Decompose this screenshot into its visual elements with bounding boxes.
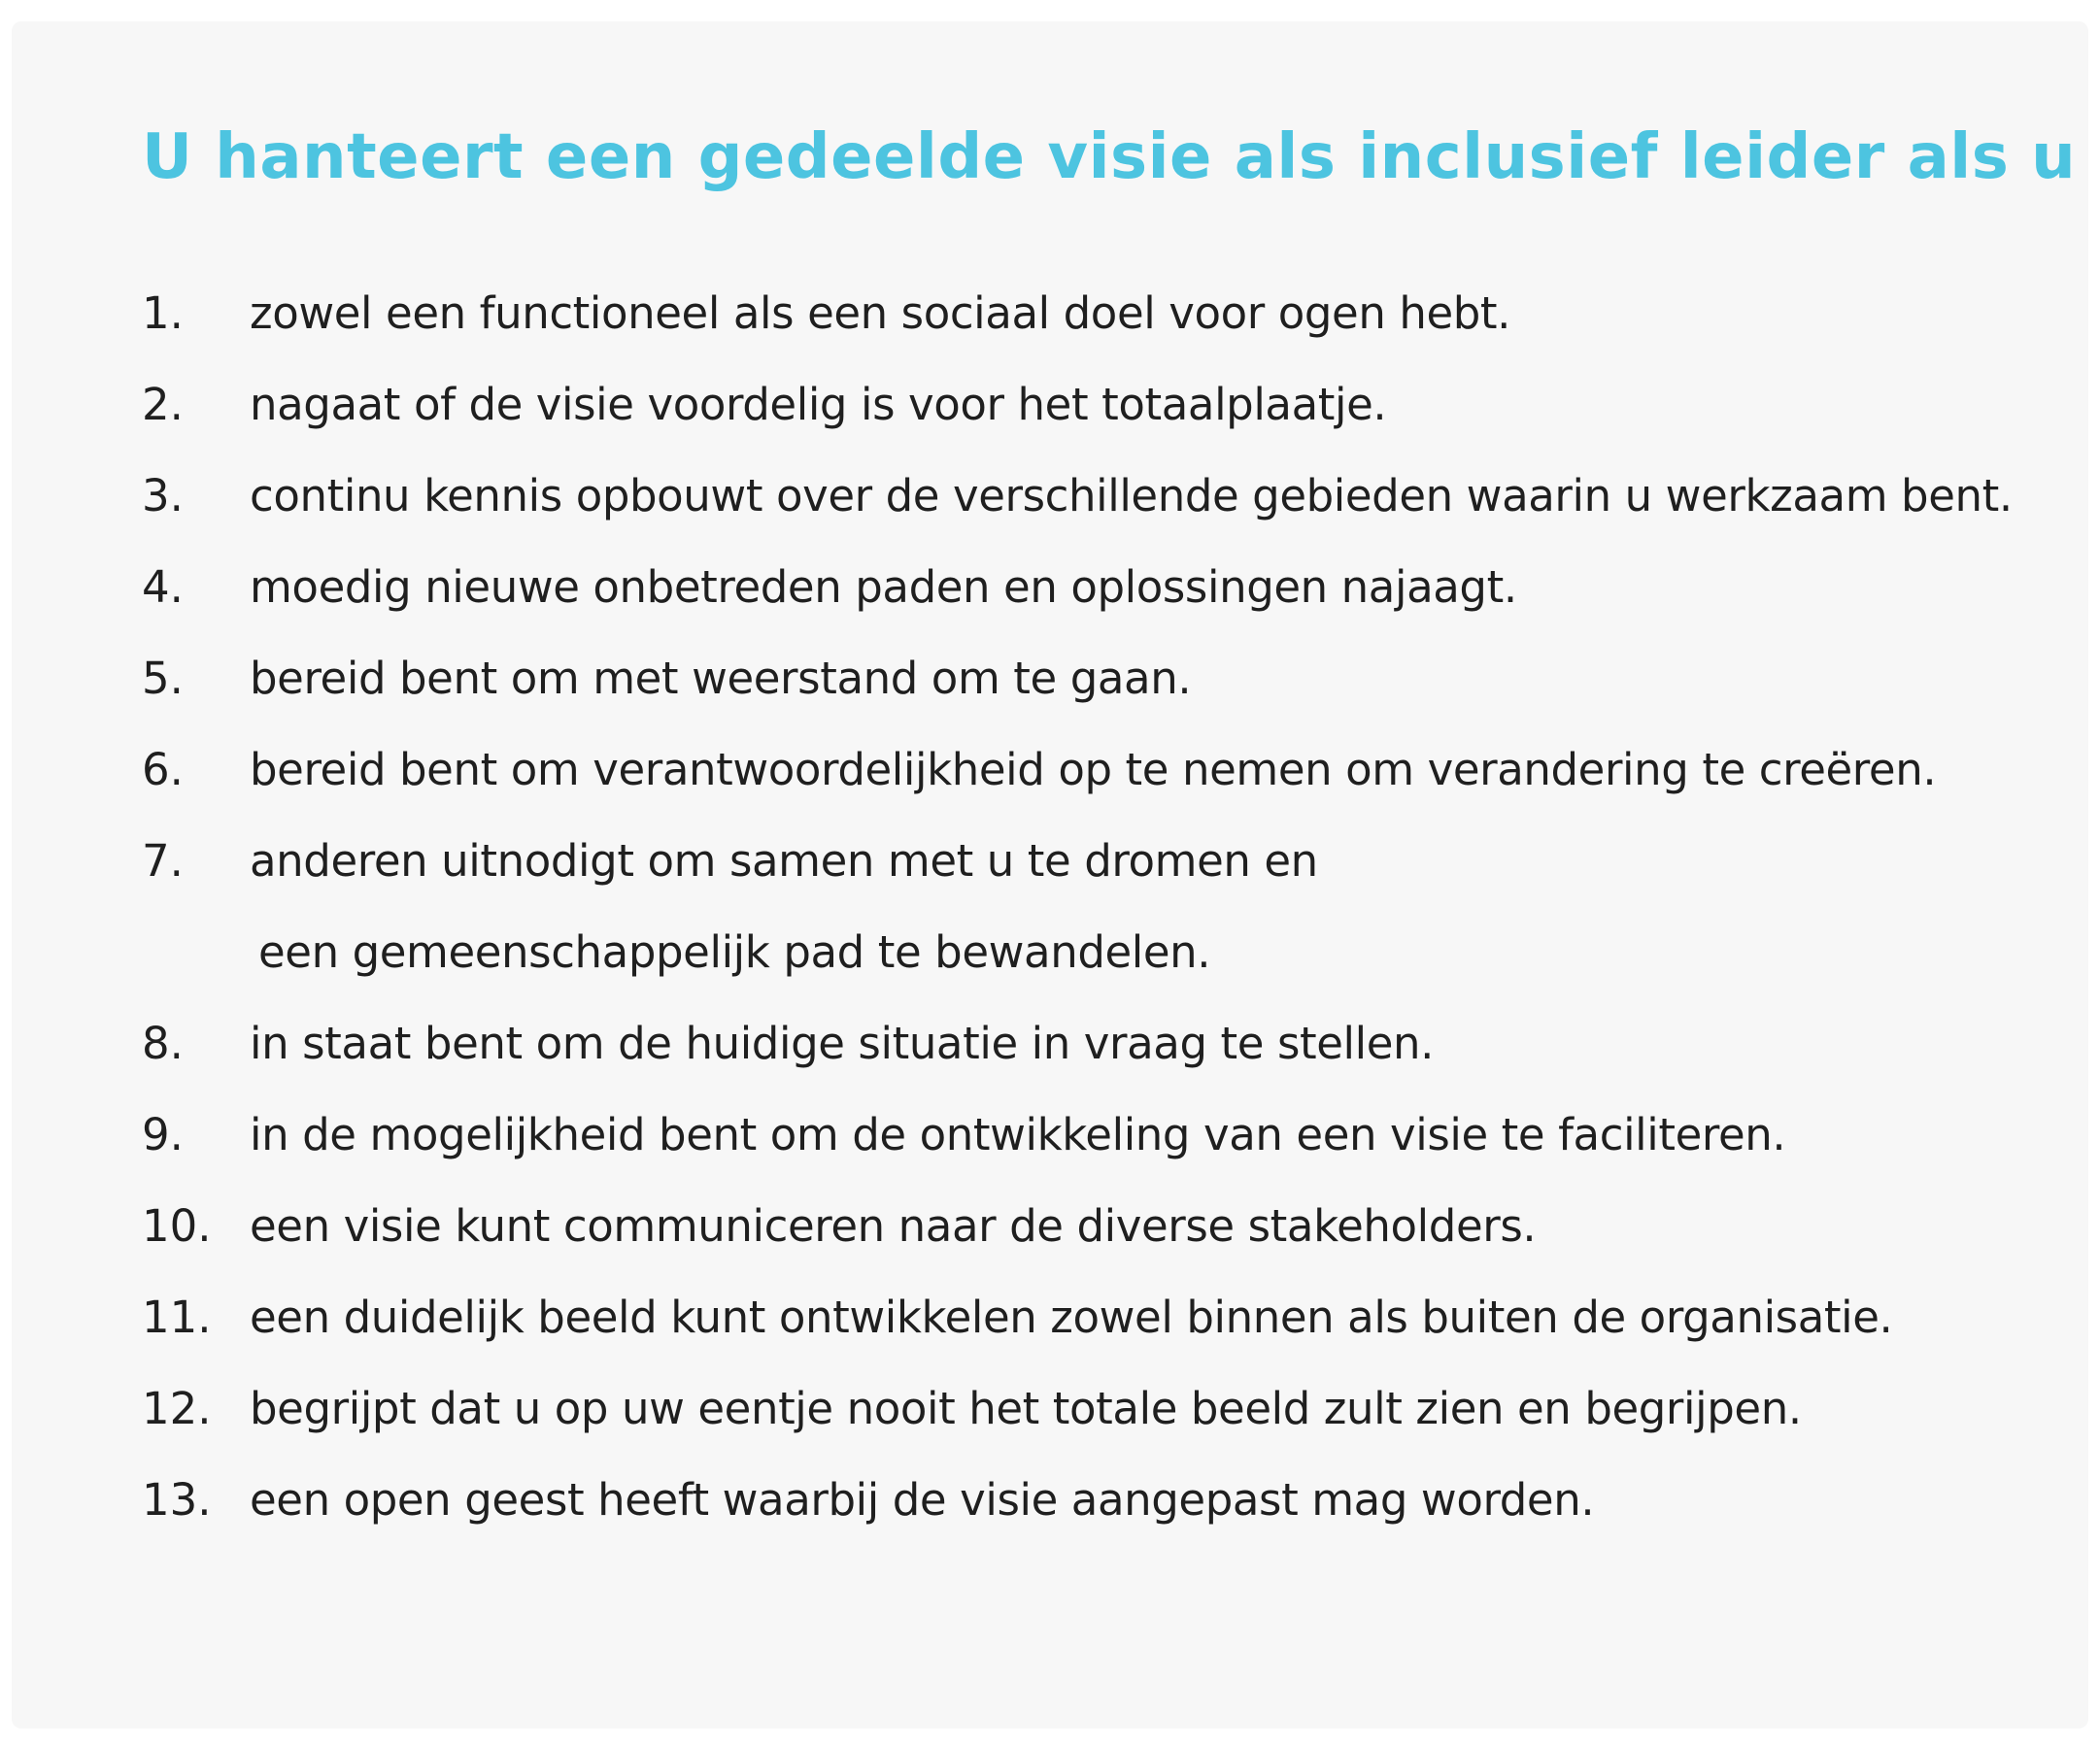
list-item-number: 2. [142,379,184,430]
list-item-text: moedig nieuwe onbetreden paden en oplossingen najaagt. [250,561,1517,613]
list-item [142,287,2013,379]
list-item-number: 3. [142,470,184,521]
list-item [142,1474,2013,1565]
content-card [12,21,2088,1729]
list-item-text: een duidelijk beeld kunt ontwikkelen zowel binnen als buiten de organisatie. [250,1292,1893,1343]
page-title: U hanteert een gedeelde visie als inclusief leider als u [142,121,2077,193]
list-item-number: 8. [142,1018,184,1069]
list-item [142,1383,2013,1474]
list-item [142,561,2013,653]
list-item [142,379,2013,470]
list-item-number: 13. [142,1474,212,1526]
list-item-number: 6. [142,744,184,795]
list-item [142,1109,2013,1200]
list-item-text: anderen uitnodigt om samen met u te dromen en [250,835,1318,887]
list-item-continuation [142,926,2013,1018]
list-item-text: in de mogelijkheid bent om de ontwikkeling van een visie te faciliteren. [250,1109,1786,1160]
list-item-text: bereid bent om verantwoordelijkheid op te nemen om verandering te creëren. [250,744,1937,795]
list-item-text: een visie kunt communiceren naar de diverse stakeholders. [250,1200,1537,1252]
list-item-number: 11. [142,1292,212,1343]
numbered-list [142,287,2013,1565]
list-item-number: 5. [142,653,184,704]
list-item-number: 9. [142,1109,184,1160]
list-item-number: 1. [142,287,184,339]
list-item-number: 10. [142,1200,212,1252]
list-item-text: bereid bent om met weerstand om te gaan. [250,653,1192,704]
list-item-text: nagaat of de visie voordelig is voor het totaalplaatje. [250,379,1387,430]
list-item-text: in staat bent om de huidige situatie in vraag te stellen. [250,1018,1435,1069]
list-item-number: 7. [142,835,184,887]
list-item-text: continu kennis opbouwt over de verschillende gebieden waarin u werkzaam bent. [250,470,2013,521]
list-item [142,1200,2013,1292]
list-item [142,835,2013,926]
list-item [142,470,2013,561]
list-item-text: een gemeenschappelijk pad te bewandelen. [258,926,1211,978]
list-item [142,653,2013,744]
list-item [142,1018,2013,1109]
list-item-text: begrijpt dat u op uw eentje nooit het totale beeld zult zien en begrijpen. [250,1383,1802,1434]
list-item-text: zowel een functioneel als een sociaal doel voor ogen hebt. [250,287,1511,339]
list-item-text: een open geest heeft waarbij de visie aangepast mag worden. [250,1474,1595,1526]
list-item-number: 12. [142,1383,212,1434]
list-item-number: 4. [142,561,184,613]
list-item [142,1292,2013,1383]
list-item [142,744,2013,835]
